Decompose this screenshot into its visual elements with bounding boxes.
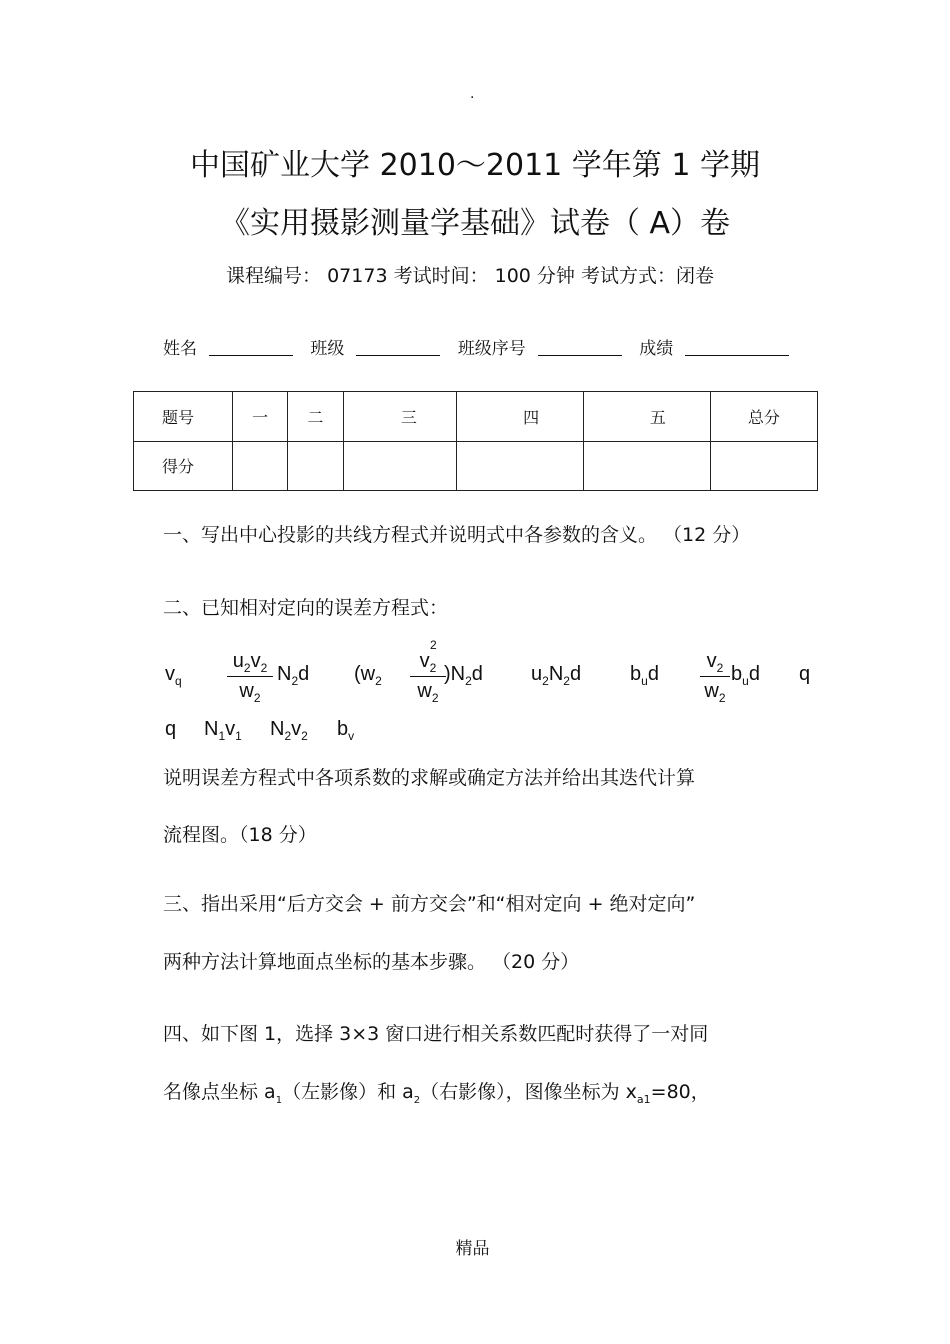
- question-3-line2: 两种方法计算地面点坐标的基本步骤。 （20 分）: [163, 951, 580, 973]
- header-cell-5: 五: [584, 392, 711, 442]
- score-cell-3[interactable]: [343, 441, 457, 491]
- class-seq-blank[interactable]: [538, 354, 622, 356]
- formula-fraction-3: $\frac{v_2}{w_2}$: [700, 648, 730, 707]
- formula-fraction-2-exponent: 2: [430, 638, 437, 652]
- footer-label: 精品: [455, 1239, 490, 1259]
- question-2-desc-line2: 流程图。（18 分）: [163, 824, 317, 846]
- header-cell-1: 一: [233, 392, 288, 442]
- formula-line2-n2v2: $N_2v_2$: [270, 718, 308, 743]
- name-blank[interactable]: [209, 354, 293, 356]
- header-cell-4: 四: [457, 392, 584, 442]
- question-4-line2: 名像点坐标 $a_1$（左影像）和 $a_2$（右影像），图像坐标为 $x_{a1}=80$，: [163, 1081, 710, 1106]
- header-dot: .: [470, 86, 475, 102]
- score-cell-total[interactable]: [710, 441, 817, 491]
- class-label: 班级: [310, 339, 345, 359]
- question-2-desc-line1: 说明误差方程式中各项系数的求解或确定方法并给出其迭代计算: [163, 767, 696, 789]
- formula-term-2-open: ($w_2$: [354, 663, 382, 688]
- formula-line2-q: q: [165, 718, 177, 740]
- score-label: 成绩: [639, 339, 674, 359]
- score-table: [133, 391, 818, 491]
- exam-title-line2: 《实用摄影测量学基础》试卷（ A）卷: [219, 206, 731, 241]
- name-label: 姓名: [163, 339, 197, 359]
- formula-vq: $v_q$: [165, 663, 182, 688]
- score-cell-1[interactable]: [233, 441, 288, 491]
- formula-term-5: $b_ud$: [731, 663, 760, 688]
- formula-term-6: q: [799, 663, 811, 685]
- formula-fraction-2: $\frac{v_2}{w_2}$: [410, 648, 446, 707]
- score-cell-4[interactable]: [457, 441, 584, 491]
- header-cell-3: 三: [343, 392, 457, 442]
- score-table-header-row: [134, 392, 818, 442]
- formula-term-3: $u_2N_2d$: [531, 663, 582, 688]
- formula-term-4: $b_ud$: [630, 663, 659, 688]
- header-cell-question-no: 题号: [134, 392, 233, 442]
- score-table-score-row: [134, 441, 818, 491]
- formula-line2-n1v1: $N_1v_1$: [204, 718, 242, 743]
- score-blank[interactable]: [685, 354, 789, 356]
- question-1: 一、写出中心投影的共线方程式并说明式中各参数的含义。 （12 分）: [163, 524, 751, 546]
- class-seq-label: 班级序号: [457, 339, 526, 359]
- question-2-intro: 二、已知相对定向的误差方程式：: [163, 597, 449, 619]
- header-cell-2: 二: [288, 392, 343, 442]
- formula-term-2-close: )$N_2d$: [444, 663, 483, 688]
- exam-title-line1: 中国矿业大学 2010～2011 学年第 1 学期: [190, 148, 760, 183]
- row-label-score: 得分: [134, 441, 233, 491]
- student-info-row: [163, 334, 801, 359]
- formula-term-1: $N_2d$: [277, 663, 310, 688]
- question-3-line1: 三、指出采用“后方交会 + 前方交会”和“相对定向 + 绝对定向”: [163, 893, 696, 915]
- formula-line2-bv: $b_v$: [337, 718, 355, 743]
- formula-fraction-1: $\frac{u_2v_2}{w_2}$: [227, 648, 273, 707]
- header-cell-total: 总分: [710, 392, 817, 442]
- score-cell-2[interactable]: [288, 441, 343, 491]
- question-4-line1: 四、如下图 1，选择 3×3 窗口进行相关系数匹配时获得了一对同: [163, 1023, 709, 1045]
- score-cell-5[interactable]: [584, 441, 711, 491]
- course-info: 课程编号： 07173 考试时间： 100 分钟 考试方式：闭卷: [226, 265, 714, 287]
- class-blank[interactable]: [356, 354, 440, 356]
